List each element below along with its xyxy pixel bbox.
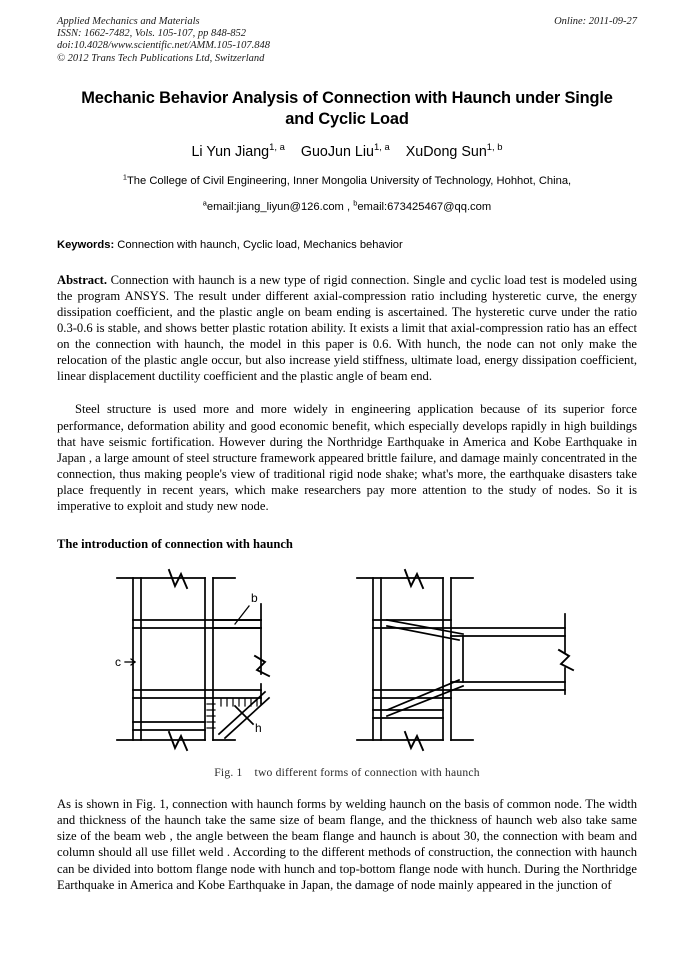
left-weld-hatch-horizontal [221,699,257,706]
left-bottom-flange [133,722,205,730]
title-line-1: Mechanic Behavior Analysis of Connection with Haunch under Single [81,88,613,107]
abstract-block [57,272,637,385]
keywords-label: Keywords: [57,238,115,251]
journal-doi: doi:10.4028/www.scientific.net/AMM.105-107.848 [57,40,270,52]
right-column-flanges [373,578,451,740]
right-column-ends [357,578,473,740]
abstract-text: Connection with haunch is a new type of rigid connection. Single and cyclic load test is modeled using the program ANSYS. The result under different axial-compression ratio including hysteretic curve, the energy dissipation coefficient, and the plastic angle on beam ending is ascertained. The hysteretic curve under the ratio 0.3-0.6 is stable, and shows better plastic rotation ability. It exists a limit that axial-compression ratio has an effect on the connection with haunch, the model in this paper is 0.6. With hunch, the node can not only make the relocation of the plastic angle occur, but also increase yield stiffness, ultimate load, energy dissipation coefficient, linear displacement ductility coefficient and the plastic angle of beam end. [57,272,637,384]
figure-label-c: c [115,655,121,670]
email-b-marker: b [353,198,358,208]
email-separator: , [343,200,354,213]
keywords-text: Connection with haunch, Cyclic load, Mechanics behavior [114,238,403,251]
left-column-flanges [133,578,213,740]
figure-label-b: b [251,591,258,606]
figure-1-drawing [57,564,637,764]
left-label-b-leader [235,606,249,624]
journal-copyright: © 2012 Trans Tech Publications Ltd, Switzerland [57,52,265,64]
email-a[interactable]: email:jiang_liyun@126.com [206,200,344,213]
author-3-name: XuDong Sun [405,143,487,160]
author-1 [191,141,285,160]
author-1-name: Li Yun Jiang [191,143,270,160]
author-emails [57,200,637,215]
intro-paragraph: Steel structure is used more and more widely in engineering application because of its superior force performance, deformation ability and good economic benefit, which especially develops rapidly in high buildings that have seismic fortification. However during the Northridge Earthquake in America and Kobe Earthquake in Japan , a large amount of steel structure framework appeared brittle failure, and damage mainly concentrated in the connection, thus making people's view of traditional rigid node shake; what's more, the earthquake disasters take place frequently in recent years, which make researchers pay more attention to the study of nodes. So it is imperative to exploit and study new node. [57,402,637,514]
left-lower-beam [133,684,261,704]
right-beam-top-flange [451,628,565,636]
figure-caption-label: Fig. 1 [214,766,243,780]
email-a-marker: a [202,198,207,208]
keywords-line [57,238,637,253]
author-2 [300,141,390,160]
author-1-affil-marker: 1, a [269,141,285,153]
right-beam-bottom-flange [451,682,565,690]
right-lower-stiffener [373,690,451,698]
affiliation-text: The College of Civil Engineering, Inner Mongolia University of Technology, Hohhot, China, [126,174,572,187]
author-3-affil-marker: 1, b [486,141,503,153]
online-date: Online: 2011-09-27 [554,16,637,27]
figure-caption-text: two different forms of connection with haunch [254,766,480,780]
journal-issn: ISSN: 1662-7482, Vols. 105-107, pp 848-852 [57,28,246,40]
right-column-break-symbols [405,570,423,750]
page-title [57,88,637,130]
figure-caption [57,766,637,779]
figure-label-h: h [255,721,262,736]
journal-name: Applied Mechanics and Materials [57,16,200,27]
email-b[interactable]: email:673425467@qq.com [357,200,492,213]
author-3 [405,141,503,160]
abstract-label: Abstract. [57,272,108,287]
title-line-2: and Cyclic Load [285,109,409,128]
affiliation [57,174,637,189]
author-2-affil-marker: 1, a [373,141,390,153]
closing-paragraph: As is shown in Fig. 1, connection with haunch forms by welding haunch on the basis of common node. The width and thickness of the haunch take the same size of beam flange, and the thickness of haunch web also take same size of the beam web , the angle between the beam flange and haunch is about 30, the connection with beam and column should all use fillet weld . According to the different methods of construction, the connection with haunch can be divided into bottom flange node with hunch and top-bottom flange node with hunch. During the Northridge Earthquake in America and Kobe Earthquake in Japan, the damage of node mainly appeared in the junction of [57,797,637,892]
figure-1 [57,564,637,779]
left-column-break-symbols [169,570,187,750]
right-beam-break-symbol [559,650,573,670]
left-column-ends [117,578,235,740]
page-content [57,16,637,893]
left-beam-break-symbol [255,656,269,676]
author-2-name: GuoJun Liu [300,143,374,160]
affiliation-marker: 1 [122,172,127,182]
author-list [57,143,637,161]
right-bottom-flange [373,710,443,718]
journal-header [57,16,637,65]
section-heading: The introduction of connection with haunch [57,537,293,552]
